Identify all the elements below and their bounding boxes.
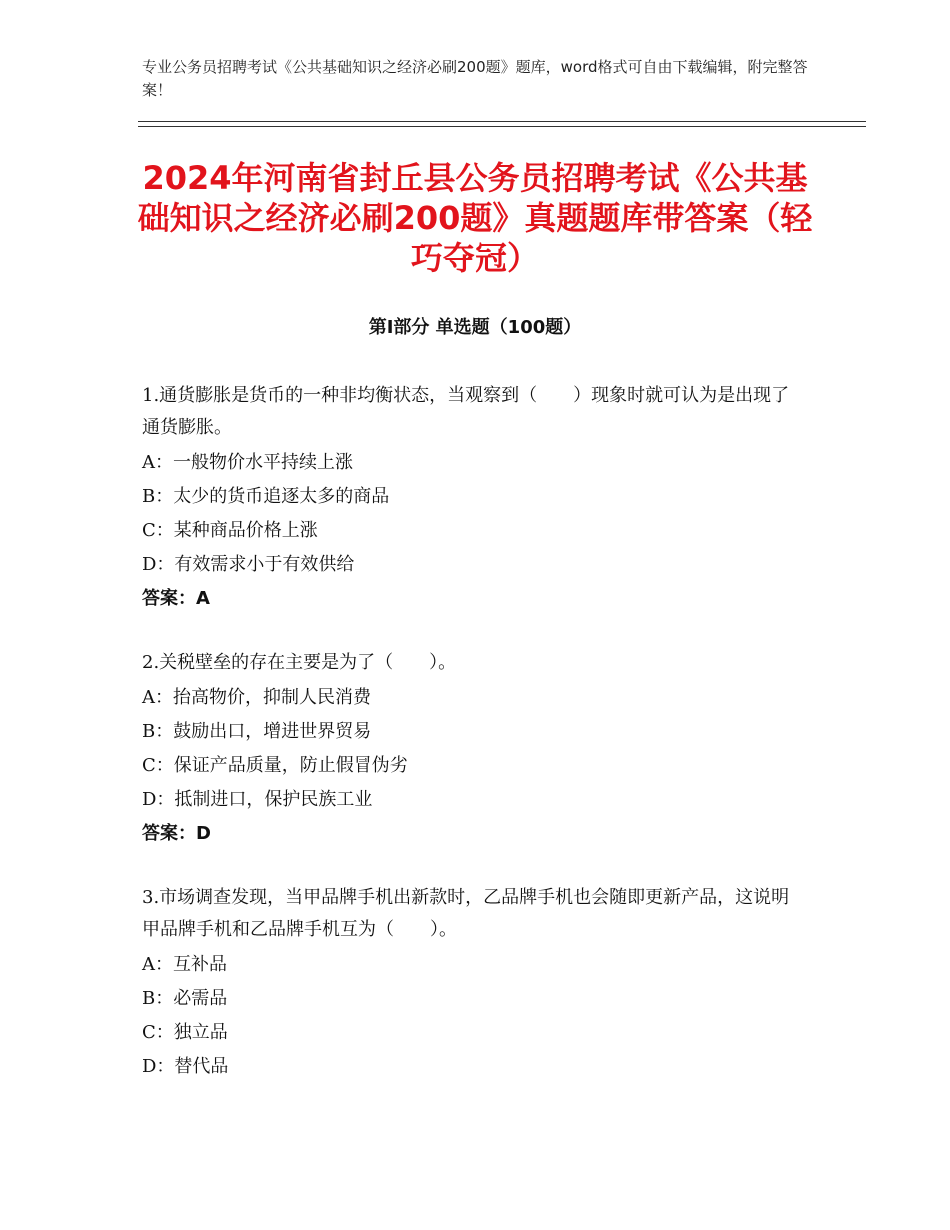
option-c: C：某种商品价格上涨 bbox=[142, 520, 318, 541]
option-d: D：替代品 bbox=[142, 1056, 229, 1077]
option-c: C：独立品 bbox=[142, 1022, 228, 1043]
option-a: A：抬高物价，抑制人民消费 bbox=[142, 687, 371, 708]
option-d: D：抵制进口，保护民族工业 bbox=[142, 789, 373, 810]
question-text: 3.市场调查发现，当甲品牌手机出新款时，乙品牌手机也会随即更新产品，这说明甲品牌手机和乙品牌手机互为（ ）。 bbox=[142, 887, 790, 940]
option-c: C：保证产品质量，防止假冒伪劣 bbox=[142, 755, 408, 776]
header-note: 专业公务员招聘考试《公共基础知识之经济必刷200题》题库，word格式可自由下载编辑，附完整答案！ bbox=[142, 58, 808, 99]
question-2 bbox=[142, 647, 802, 851]
question-3 bbox=[142, 882, 802, 1084]
option-b: B：必需品 bbox=[142, 988, 228, 1009]
option-a: A：一般物价水平持续上涨 bbox=[142, 452, 353, 473]
question-text: 1.通货膨胀是货币的一种非均衡状态，当观察到（ ）现象时就可认为是出现了通货膨胀。 bbox=[142, 385, 790, 438]
question-list bbox=[142, 380, 802, 1115]
option-a: A：互补品 bbox=[142, 954, 227, 975]
document-title: 2024年河南省封丘县公务员招聘考试《公共基础知识之经济必刷200题》真题题库带答案（轻巧夺冠） bbox=[137, 159, 813, 277]
option-b: B：太少的货币追逐太多的商品 bbox=[142, 486, 390, 507]
section-heading: 第Ⅰ部分 单选题（100题） bbox=[368, 317, 582, 338]
answer-key: 答案：A bbox=[142, 588, 210, 609]
header-divider bbox=[138, 121, 866, 127]
option-b: B：鼓励出口，增进世界贸易 bbox=[142, 721, 372, 742]
option-d: D：有效需求小于有效供给 bbox=[142, 554, 355, 575]
question-text: 2.关税壁垒的存在主要是为了（ ）。 bbox=[142, 652, 457, 673]
question-1 bbox=[142, 380, 802, 616]
answer-key: 答案：D bbox=[142, 823, 211, 844]
